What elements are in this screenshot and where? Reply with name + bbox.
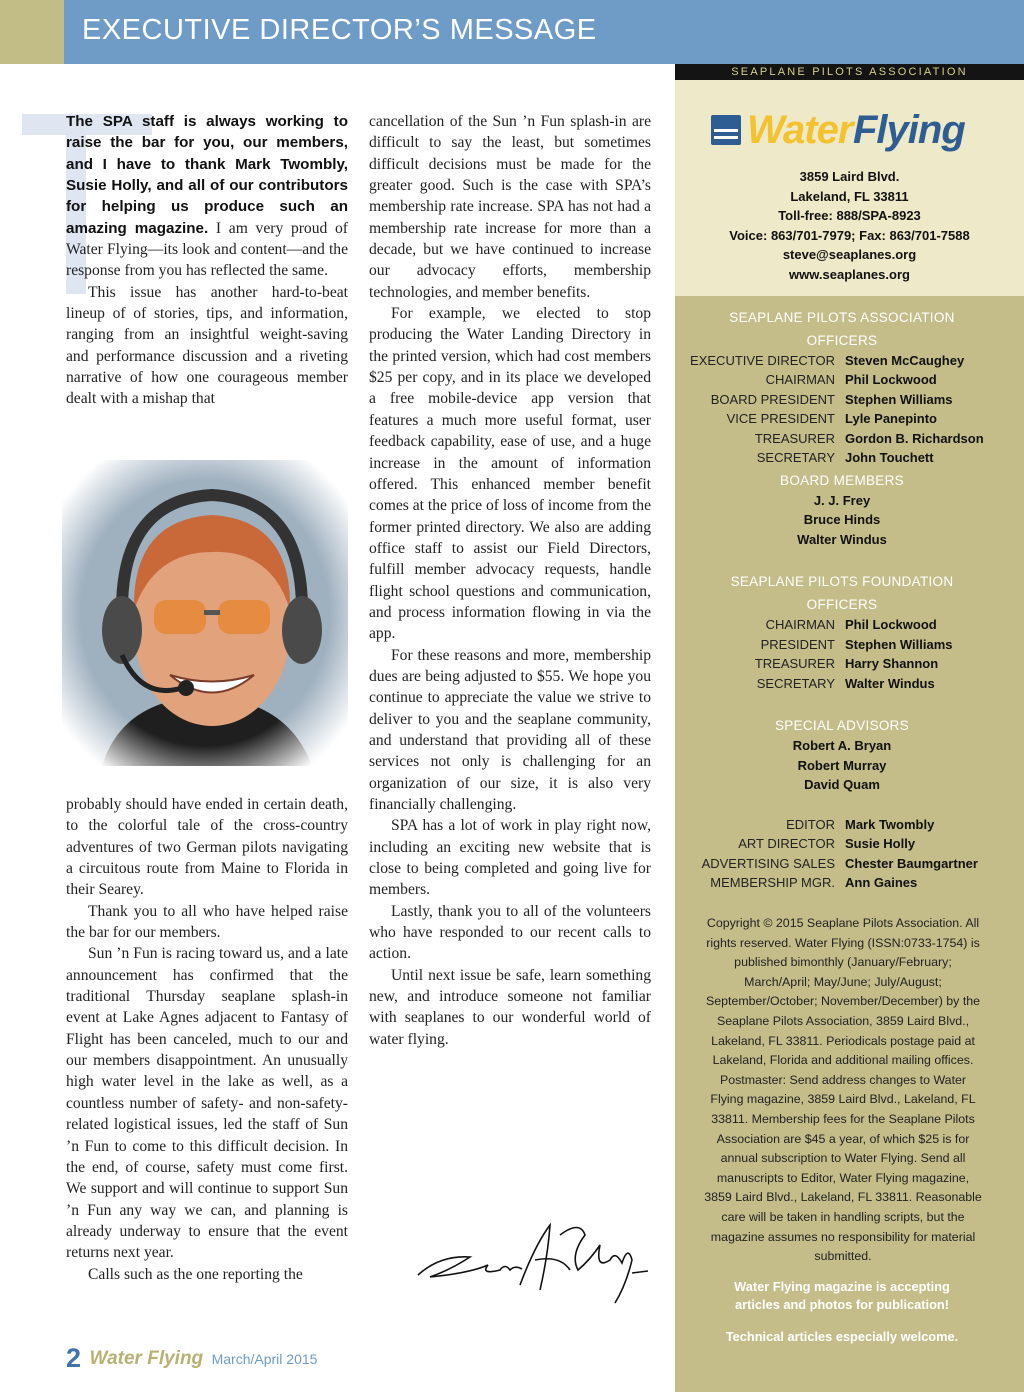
article-lead: The SPA staff is always working to raise the bar for you, our members, and I have to thank Mark Twombly, Susie Holly, and all of our contributors for helping us produce such an amazing magazine. [66,113,348,237]
article-column-1-bottom [66,794,348,1285]
officer-row [675,410,1024,428]
footer-issue-date: March/April 2015 [211,1350,318,1367]
contact-email: steve@seaplanes.org [782,247,917,262]
staff-role: ART DIRECTOR [738,836,835,851]
article-paragraph-text: I am very proud of Water Flying—its look and content—and the response from you has reflected the same. [66,219,349,280]
officer-role: EXECUTIVE DIRECTOR [690,353,835,368]
article-paragraph: Calls such as the one reporting the [88,1265,303,1283]
officer-role: BOARD PRESIDENT [710,392,835,407]
contact-voice-fax: Voice: 863/701-7979; Fax: 863/701-7588 [729,228,970,243]
logo-text-flying: Flying [853,108,965,152]
advisor-name: Robert Murray [797,758,887,773]
advisors-title: SPECIAL ADVISORS [774,718,910,733]
article-paragraph: probably should have ended in certain death, to the colorful tale of the cross-country adventures of two German pilots navigating a circuitous route from Maine to Florida in their Searey. [66,796,348,899]
officer-role: SECRETARY [756,450,835,465]
author-photo-illustration [62,460,348,766]
officer-name: Steven McCaughey [845,353,965,368]
board-member: Bruce Hinds [803,512,881,527]
board-members-title: BOARD MEMBERS [780,473,904,488]
staff-name: Susie Holly [845,836,916,851]
article-paragraph: Lastly, thank you to all of the volunteers who have responded to our recent calls to action. [369,902,651,963]
article-paragraph [66,111,348,282]
spa-section-title: SEAPLANE PILOTS ASSOCIATION [729,310,955,325]
spf-section-title: SEAPLANE PILOTS FOUNDATION [730,574,954,589]
water-flying-logo [711,108,991,158]
accepting-line-2: articles and photos for publication! [734,1297,949,1312]
handwritten-signature [410,1215,650,1305]
contact-website: www.seaplanes.org [789,267,910,282]
page-title: EXECUTIVE DIRECTOR’S MESSAGE [82,14,597,46]
officer-name: John Touchett [845,450,934,465]
staff-row [675,874,1024,892]
staff-name: Mark Twombly [845,817,935,832]
contact-city: Lakeland, FL 33811 [790,189,909,204]
article-paragraph: This issue has another hard-to-beat lineup of of stories, tips, and information, ranging from an insightful weight-saving and performance discussion and a riveting narrative of how one courageous member dealt with a mishap that [66,283,348,408]
staff-role: EDITOR [786,817,835,832]
officer-role: SECRETARY [756,676,835,691]
staff-role: ADVERTISING SALES [701,856,835,871]
officer-row [675,430,1024,448]
officer-name: Phil Lockwood [845,372,937,387]
copyright-text: Copyright © 2015 Seaplane Pilots Association. All rights reserved. Water Flying (ISSN:0733-1754) is published bimonthly (January/February; March/April; May/June; July/August; September/October; November/December) by the Seaplane Pilots Association, 3859 Laird Blvd., Lakeland, FL 33811. Periodicals postage paid at Lakeland, Florida and additional mailing offices. Postmaster: Send address changes to Water Flying magazine, 3859 Laird Blvd., Lakeland, FL 33811. Membership fees for the Seaplane Pilots Association are $45 a year, of which $25 is for annual subscription to Water Flying. Send all manuscripts to Editor, Water Flying magazine, 3859 Laird Blvd., Lakeland, FL 33811. Reasonable care will be taken in handling scripts, but the magazine assumes no responsibility for material submitted. [704,916,982,1264]
page-footer [66,1343,317,1374]
staff-name: Chester Baumgartner [845,856,978,871]
page-number: 2 [66,1343,82,1373]
officer-row [675,352,1024,370]
spf-officers-title: OFFICERS [806,597,878,612]
staff-role: MEMBERSHIP MGR. [710,875,835,890]
officer-name: Lyle Panepinto [845,411,937,426]
logo-text-water: Water [747,108,853,152]
officer-name: Stephen Williams [845,392,953,407]
header-gold-tab [0,0,64,64]
association-bar: SEAPLANE PILOTS ASSOCIATION [675,64,1024,80]
copyright-notice [703,914,983,1267]
advisor-name: Robert A. Bryan [792,738,892,753]
spf-officer-row [675,616,1024,634]
officer-name: Harry Shannon [845,656,939,671]
article-paragraph: Thank you to all who have helped raise the bar for our members. [66,902,348,942]
article-paragraph: SPA has a lot of work in play right now, including an exciting new website that is close to being completed and going live for members. [369,817,651,899]
officer-role: PRESIDENT [760,637,835,652]
officer-role: TREASURER [754,431,835,446]
officer-name: Stephen Williams [845,637,953,652]
spa-officers-title: OFFICERS [806,333,878,348]
officer-name: Gordon B. Richardson [845,431,984,446]
article-column-2 [369,111,651,1050]
masthead-sidebar [675,80,1024,1392]
article-paragraph: cancellation of the Sun ’n Fun splash-in are difficult to say the least, but sometimes difficult decisions must be made for the greater good. Such is the case with SPA’s membership rate increase. SPA has not had a membership rate increase for more than a decade, but we have continued to increase our advocacy efforts, membership technologies, and member benefits. [369,113,651,301]
spf-officer-row [675,655,1024,673]
officer-row [675,449,1024,467]
waves-icon [711,115,741,145]
advisor-name: David Quam [804,777,880,792]
technical-articles-note: Technical articles especially welcome. [725,1329,959,1344]
accepting-line-1: Water Flying magazine is accepting [734,1279,950,1294]
board-member: J. J. Frey [813,493,871,508]
officer-role: TREASURER [754,656,835,671]
article-paragraph: Until next issue be safe, learn something new, and introduce someone not familiar with seaplanes to our wonderful world of water flying. [369,966,651,1048]
officer-role: CHAIRMAN [765,617,835,632]
officer-row [675,391,1024,409]
staff-name: Ann Gaines [845,875,918,890]
staff-row [675,855,1024,873]
staff-row [675,835,1024,853]
footer-magazine-name: Water Flying [89,1347,204,1369]
staff-row [675,816,1024,834]
author-photo [62,460,348,766]
officer-name: Walter Windus [845,676,935,691]
spf-officer-row [675,636,1024,654]
officer-role: CHAIRMAN [765,372,835,387]
contact-tollfree: Toll-free: 888/SPA-8923 [778,208,921,223]
spf-officer-row [675,675,1024,693]
article-paragraph: For these reasons and more, membership dues are being adjusted to $55. We hope you continue to appreciate the value we strive to deliver to you and the seaplane community, and understand that providing all of these services not only is challenging for an organization of our size, it is also very financially challenging. [369,646,651,813]
article-paragraph: For example, we elected to stop producing the Water Landing Directory in the printed version, which had cost members $25 per copy, and in its place we developed a free mobile-device app version that features a much more useful format, user feedback capability, ease of use, and a huge increase in the amount of information offered. This enhanced member benefit comes at the price of loss of income from the former printed directory. We also are adding office staff to assist our Field Directors, fulfill member advocacy requests, handle flight school questions and communication, and process information flowing in via the app. [369,305,651,643]
officer-row [675,371,1024,389]
officer-name: Phil Lockwood [845,617,937,632]
officer-role: VICE PRESIDENT [726,411,835,426]
board-member: Walter Windus [797,532,887,547]
contact-panel [675,80,1024,296]
contact-street: 3859 Laird Blvd. [799,169,900,184]
article-column-1-top [66,111,348,410]
article-paragraph: Sun ’n Fun is racing toward us, and a late announcement has confirmed that the traditional Thursday seaplane splash-in event at Lake Agnes adjacent to Fantasy of Flight has been canceled, much to our and our members disappointment. An unusually high water level in the lake as well, as a countless number of safety- and non-safety-related logistical issues, led the staff of Sun ’n Fun to come to this difficult decision. In the end, of course, safety must come first. We support and will continue to support Sun ’n Fun any way we can, and planning is already underway to ensure that the event returns next year. [66,945,348,1262]
